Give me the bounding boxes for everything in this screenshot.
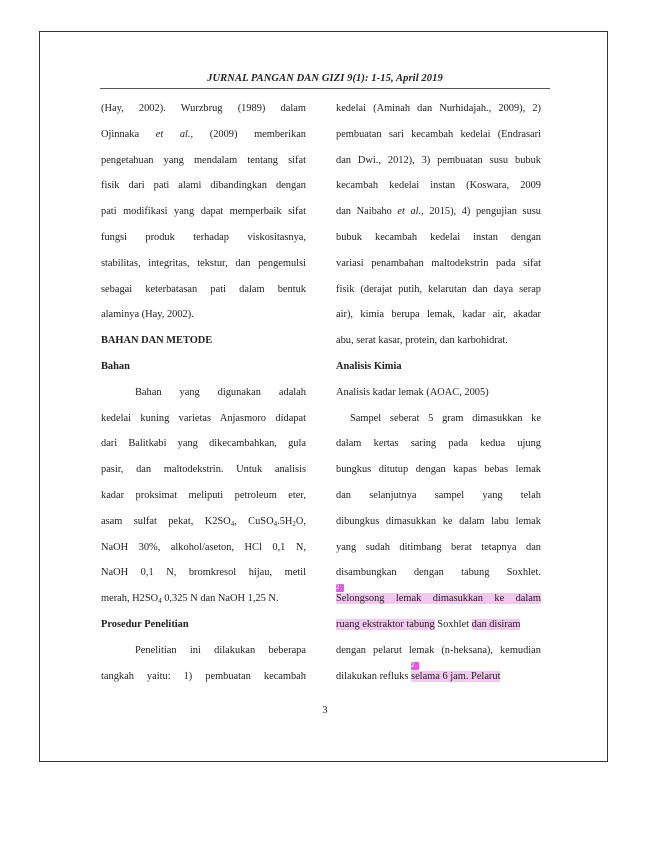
text-span: Soxhlet xyxy=(434,618,472,630)
text-line: dibungkus dimasukkan ke dalam labu lemak xyxy=(336,515,541,527)
text-line: bungkus ditutup dengan kapas bebas lemak xyxy=(336,464,541,476)
text-line: kedelai kuning varietas Anjasmoro didapat xyxy=(101,412,306,424)
subsection-heading: Analisis Kimia xyxy=(336,360,402,372)
subsection-heading: Bahan xyxy=(101,360,130,372)
text-line: pengetahuan yang mendalam tentang sifat xyxy=(101,154,306,166)
text-line: dan Naibaho et al., 2015), 4) pengujian susu xyxy=(336,206,542,218)
text-line: bubuk kecambah kedelai instan dengan xyxy=(336,231,541,243)
text-line: kedelai (Aminah dan Nurhidajah., 2009), 2) xyxy=(336,103,541,114)
text-line: stabilitas, integritas, tekstur, dan pengemulsi xyxy=(101,257,306,269)
text-line: pati modifikasi yang dapat memperbaik sifat xyxy=(101,206,306,218)
text-line: dari Balitkabi yang dikecambahkan, gula xyxy=(101,438,306,450)
highlighted-line xyxy=(336,586,541,612)
text-line: Bahan yang digunakan adalah xyxy=(135,386,306,398)
text-line: alaminya (Hay, 2002). xyxy=(101,309,194,321)
highlight-span[interactable]: selama 6 jam. Pelarut xyxy=(411,670,501,682)
text-line: dan selanjutnya sampel yang telah xyxy=(336,489,541,501)
text-line: pembuatan sari kecambah kedelai (Endrasari xyxy=(336,128,541,140)
annotation-marker[interactable]: 2 xyxy=(336,584,344,592)
text-line: variasi penambahan maltodekstrin pada sifat xyxy=(336,257,541,269)
header-rule xyxy=(100,88,550,89)
running-header: JURNAL PANGAN DAN GIZI 9(1): 1-15, April 2019 xyxy=(207,73,443,84)
text-line: Ojinnaka et al., (2009) memberikan xyxy=(101,128,307,140)
text-line: abu, serat kasar, protein, dan karbohidrat. xyxy=(336,335,508,347)
left-column xyxy=(101,96,306,689)
highlight-span[interactable]: Selongsong lemak dimasukkan ke dalam xyxy=(336,593,541,605)
text-line: fungsi produk terhadap viskositasnya, xyxy=(101,231,306,243)
text-line: NaOH 30%, alkohol/aseton, HCl 0,1 N, xyxy=(101,541,306,553)
text-line: air), kimia berupa lemak, kadar air, akadar xyxy=(336,309,541,321)
text-line: pasir, dan maltodekstrin. Untuk analisis xyxy=(101,464,306,476)
text-line: kecambah kedelai instan (Koswara, 2009 xyxy=(336,180,541,192)
method-subheading: Analisis kadar lemak (AOAC, 2005) xyxy=(336,386,489,398)
text-line: yang sudah ditimbang berat tetapnya dan xyxy=(336,541,541,553)
annotation-marker[interactable]: 2 xyxy=(411,662,419,670)
text-line: NaOH 0,1 N, bromkresol hijau, metil xyxy=(101,567,306,579)
page-number: 3 xyxy=(322,705,328,716)
text-line: kadar proksimat meliputi petroleum eter, xyxy=(101,489,306,501)
section-heading: BAHAN DAN METODE xyxy=(101,335,213,347)
highlighted-line xyxy=(336,612,541,638)
text-line: dan Dwi., 2012), 3) pembuatan susu bubuk xyxy=(336,154,541,166)
highlighted-line xyxy=(336,664,541,690)
highlight-span[interactable]: dan disiram xyxy=(471,618,521,630)
text-line chem-line: asam sulfat pekat, $K2SO_4$, $CuSO_4.5H_2O$, xyxy=(101,515,306,528)
text-line: fisik dari pati alami dibandingkan dengan xyxy=(101,180,306,192)
text-line: Penelitian ini dilakukan beberapa xyxy=(135,644,306,656)
subsection-heading: Prosedur Penelitian xyxy=(101,618,189,630)
text-line: Sampel seberat 5 gram dimasukkan ke xyxy=(350,412,541,424)
text-line: disambungkan dengan tabung Soxhlet. xyxy=(336,567,541,579)
text-span: dilakukan refluks xyxy=(336,670,412,682)
text-line: (Hay, 2002). Wurzbrug (1989) dalam xyxy=(101,103,306,114)
text-line: sebagai keterbatasan pati dalam bentuk xyxy=(101,283,306,295)
text-line: dalam kertas saring pada kedua ujung xyxy=(336,438,541,450)
highlight-span[interactable]: ruang ekstraktor tabung xyxy=(336,618,435,630)
right-column xyxy=(336,96,541,689)
text-line: tangkah yaitu: 1) pembuatan kecambah xyxy=(101,670,306,682)
text-line: fisik (derajat putih, kelarutan dan daya serap xyxy=(336,283,541,295)
text-line: dengan pelarut lemak (n-heksana), kemudian xyxy=(336,644,541,656)
text-line chem-line: merah, $H2SO_4$ 0,325 N dan NaOH 1,25 N. xyxy=(101,593,279,606)
